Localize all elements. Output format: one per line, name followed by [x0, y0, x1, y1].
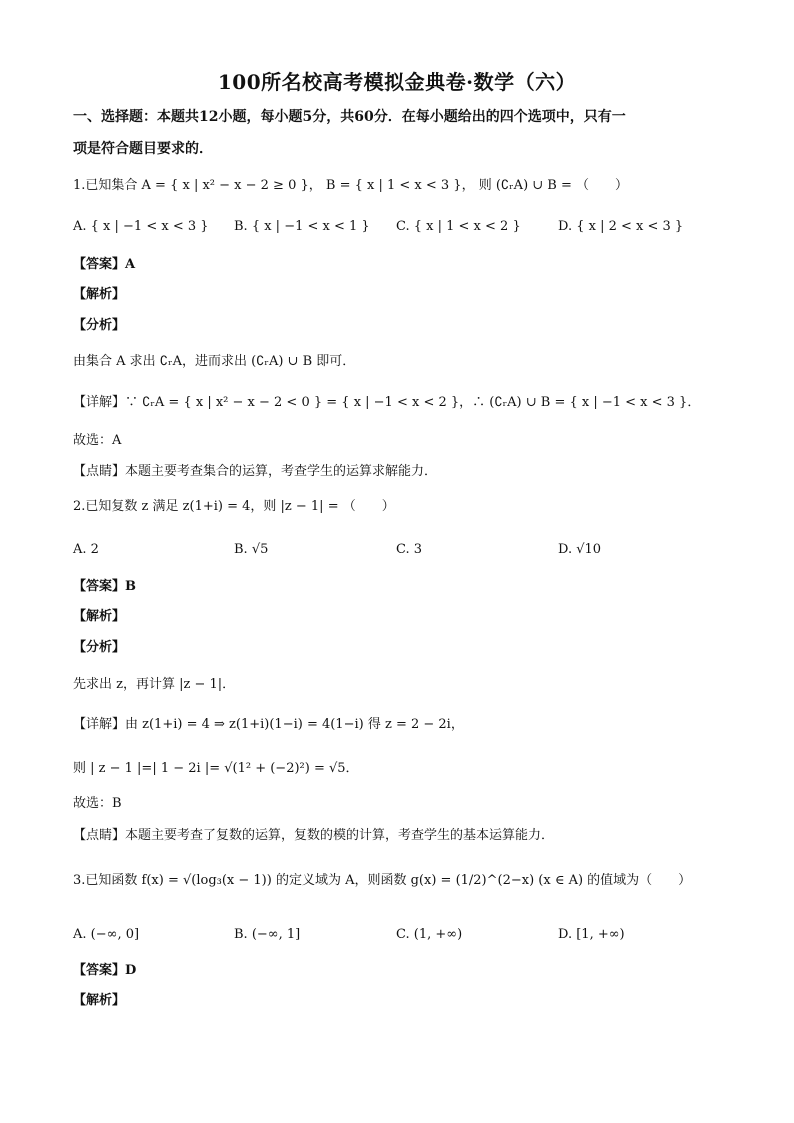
q1-detail: 【详解】∵ ∁ᵣA = { x | x² − x − 2 < 0 } = { x | −1 < x < 2 }，∴ (∁ᵣA) ∪ B = { x | −1 < x < 3 }．	[73, 395, 701, 410]
section-heading-line1: 一、选择题：本题共12小题，每小题5分，共60分．在每小题给出的四个选项中，只有一	[73, 109, 626, 125]
page-title: 100所名校高考模拟金典卷·数学（六）	[217, 70, 577, 94]
section-heading-line2: 项是符合题目要求的．	[73, 141, 213, 157]
q2-analysis-tag: 【解析】	[73, 609, 126, 624]
q1-option-d: D. { x | 2 < x < 3 }	[558, 219, 684, 234]
q1-comment: 【点睛】本题主要考查集合的运算，考查学生的运算求解能力．	[73, 464, 438, 479]
q3-option-b: B. (−∞, 1]	[234, 927, 301, 942]
q2-option-a: A. 2	[73, 542, 99, 557]
q1-stem: 1.已知集合 A = { x | x² − x − 2 ≥ 0 }， B = { x | 1 < x < 3 }， 则 (∁ᵣA) ∪ B = （ ）	[73, 178, 629, 193]
q1-fenxi-tag: 【分析】	[73, 318, 126, 333]
q1-option-a: A. { x | −1 < x < 3 }	[73, 219, 209, 234]
q1-choose: 故选：A	[73, 433, 122, 448]
q3-option-c: C. (1, +∞)	[396, 927, 463, 942]
q3-stem: 3.已知函数 f(x) = √(log₃(x − 1)) 的定义域为 A，则函数 g(x) = (1/2)^(2−x) (x ∈ A) 的值域为（ ）	[73, 873, 692, 888]
q2-choose: 故选：B	[73, 796, 122, 811]
q2-detail: 【详解】由 z(1+i) = 4 ⇒ z(1+i)(1−i) = 4(1−i) 得 z = 2 − 2i，	[73, 717, 464, 732]
q2-option-b: B. √5	[234, 542, 269, 557]
q1-analysis-tag: 【解析】	[73, 287, 126, 302]
q3-option-a: A. (−∞, 0]	[73, 927, 140, 942]
q2-fenxi-tag: 【分析】	[73, 640, 126, 655]
q2-stem: 2.已知复数 z 满足 z(1+i) = 4，则 |z − 1| = （ ）	[73, 499, 395, 514]
q2-fenxi: 先求出 z，再计算 |z − 1|．	[73, 677, 236, 692]
q3-answer: 【答案】D	[73, 963, 137, 978]
q1-option-c: C. { x | 1 < x < 2 }	[396, 219, 521, 234]
q2-answer: 【答案】B	[73, 579, 136, 594]
q3-option-d: D. [1, +∞)	[558, 927, 625, 942]
q2-option-c: C. 3	[396, 542, 423, 557]
q1-option-b: B. { x | −1 < x < 1 }	[234, 219, 370, 234]
q3-analysis-tag: 【解析】	[73, 993, 126, 1008]
q2-option-d: D. √10	[558, 542, 602, 557]
q2-comment: 【点睛】本题主要考查了复数的运算，复数的模的计算，考查学生的基本运算能力．	[73, 828, 555, 843]
q1-fenxi: 由集合 A 求出 ∁ᵣA，进而求出 (∁ᵣA) ∪ B 即可．	[73, 354, 356, 369]
q2-detail-2: 则 | z − 1 |=| 1 − 2i |= √(1² + (−2)²) = √5．	[73, 761, 359, 776]
q1-answer: 【答案】A	[73, 257, 136, 272]
